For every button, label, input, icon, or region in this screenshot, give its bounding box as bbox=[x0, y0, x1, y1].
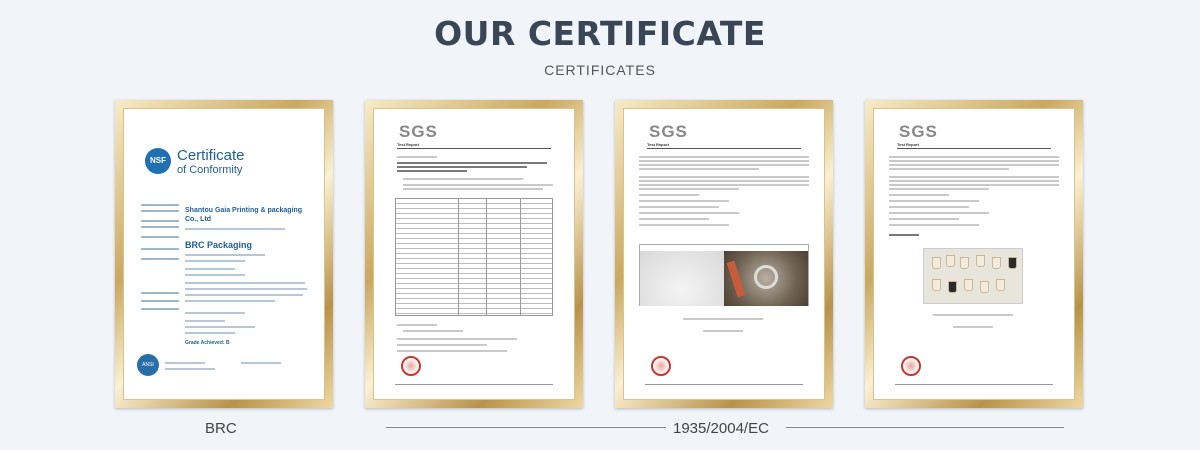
text-line bbox=[639, 184, 809, 186]
certificate-sgs-2 bbox=[623, 108, 825, 400]
text-line bbox=[683, 318, 763, 320]
caption-1935-2004-ec: 1935/2004/EC bbox=[673, 420, 769, 437]
text-line bbox=[397, 324, 437, 326]
cup bbox=[960, 257, 969, 269]
text-line bbox=[889, 194, 949, 196]
certified-standard: BRC Packaging bbox=[185, 240, 253, 250]
text-line bbox=[403, 188, 543, 190]
detail-line bbox=[185, 300, 275, 302]
text-line bbox=[397, 166, 527, 168]
text-line bbox=[397, 350, 507, 352]
ansi-logo: ANSI bbox=[137, 354, 159, 376]
text-line bbox=[703, 330, 743, 332]
detail-line bbox=[185, 326, 255, 328]
column-divider bbox=[486, 199, 487, 315]
certificate-frame-sgs-2[interactable] bbox=[615, 100, 833, 408]
certificate-sgs-3 bbox=[873, 108, 1075, 400]
certificate-subtitle: of Conformity bbox=[177, 164, 243, 176]
cup bbox=[996, 279, 1005, 291]
text-line bbox=[639, 168, 759, 170]
text-line bbox=[889, 184, 1059, 186]
cup bbox=[932, 257, 941, 269]
text-line bbox=[889, 234, 919, 236]
side-text bbox=[141, 210, 179, 212]
text-line bbox=[889, 200, 979, 202]
text-line bbox=[397, 338, 517, 340]
sgs-logo: SGS bbox=[399, 122, 438, 141]
text-line bbox=[889, 188, 989, 190]
sgs-logo: SGS bbox=[649, 122, 688, 141]
sample-can bbox=[727, 261, 746, 298]
column-divider bbox=[458, 199, 459, 315]
seal-stamp-icon bbox=[401, 356, 421, 376]
report-heading: Test Report bbox=[647, 142, 669, 147]
text-line bbox=[639, 160, 809, 162]
side-text bbox=[141, 220, 179, 222]
side-text bbox=[141, 226, 179, 228]
certificate-title: Certificate bbox=[177, 147, 245, 164]
certificate-frame-sgs-3[interactable] bbox=[865, 100, 1083, 408]
text-line bbox=[889, 224, 979, 226]
footer-rule bbox=[645, 384, 803, 385]
cup bbox=[964, 279, 973, 291]
results-table bbox=[395, 198, 553, 316]
text-line bbox=[397, 156, 437, 158]
text-line bbox=[639, 180, 809, 182]
sgs-logo: SGS bbox=[899, 122, 938, 141]
certified-company: Shantou Gaia Printing & packaging Co., Ltd bbox=[185, 207, 303, 223]
text-line bbox=[933, 314, 1013, 316]
detail-line bbox=[185, 312, 245, 314]
report-heading: Test Report bbox=[897, 142, 919, 147]
caption-divider-right bbox=[786, 427, 1064, 428]
seal-stamp-icon bbox=[901, 356, 921, 376]
text-line bbox=[639, 218, 709, 220]
sample-photos bbox=[639, 244, 809, 306]
sample-ring bbox=[754, 265, 778, 289]
detail-line bbox=[185, 254, 265, 256]
detail-line bbox=[185, 268, 235, 270]
text-line bbox=[403, 184, 553, 186]
side-text bbox=[141, 292, 179, 294]
header-rule bbox=[397, 148, 551, 149]
text-line bbox=[889, 218, 959, 220]
report-heading: Test Report bbox=[397, 142, 419, 147]
certificate-brc bbox=[123, 108, 325, 400]
detail-line bbox=[185, 320, 225, 322]
text-line bbox=[639, 206, 719, 208]
text-line bbox=[889, 212, 989, 214]
sample-photo bbox=[923, 248, 1023, 304]
text-line bbox=[639, 188, 739, 190]
header-rule bbox=[897, 148, 1051, 149]
seal-stamp-icon bbox=[651, 356, 671, 376]
detail-line bbox=[185, 288, 307, 290]
text-line bbox=[397, 344, 487, 346]
nsf-logo: NSF bbox=[145, 148, 171, 174]
text-line bbox=[403, 178, 523, 180]
text-line bbox=[397, 170, 467, 172]
side-text bbox=[141, 248, 179, 250]
text-line bbox=[889, 176, 1059, 178]
side-text bbox=[141, 236, 179, 238]
column-divider bbox=[520, 199, 521, 315]
certificate-sgs-1 bbox=[373, 108, 575, 400]
cup bbox=[992, 257, 1001, 269]
footer-line bbox=[241, 362, 281, 364]
sample-photo bbox=[640, 251, 724, 306]
detail-line bbox=[185, 282, 305, 284]
header-rule bbox=[647, 148, 801, 149]
text-line bbox=[639, 164, 809, 166]
text-line bbox=[889, 168, 1009, 170]
text-line bbox=[889, 156, 1059, 158]
text-line bbox=[953, 326, 993, 328]
grade-achieved: Grade Achieved: B bbox=[185, 340, 230, 346]
text-line bbox=[889, 160, 1059, 162]
certificate-frame-brc[interactable] bbox=[115, 100, 333, 408]
sample-photo bbox=[724, 251, 808, 306]
page-title: OUR CERTIFICATE bbox=[434, 14, 766, 53]
text-line bbox=[639, 212, 739, 214]
cup bbox=[976, 255, 985, 267]
text-line bbox=[639, 156, 809, 158]
side-text bbox=[141, 308, 179, 310]
footer-rule bbox=[895, 384, 1053, 385]
text-line bbox=[403, 330, 463, 332]
text-line bbox=[397, 162, 547, 164]
text-line bbox=[889, 206, 969, 208]
text-line bbox=[639, 194, 699, 196]
side-text bbox=[141, 300, 179, 302]
cup bbox=[948, 281, 957, 293]
detail-line bbox=[185, 332, 235, 334]
footer-line bbox=[165, 362, 205, 364]
detail-line bbox=[185, 228, 285, 230]
text-line bbox=[889, 180, 1059, 182]
cup bbox=[932, 279, 941, 291]
text-line bbox=[639, 224, 729, 226]
footer-rule bbox=[395, 384, 553, 385]
side-text bbox=[141, 204, 179, 206]
certificate-frame-sgs-1[interactable] bbox=[365, 100, 583, 408]
cup bbox=[1008, 257, 1017, 269]
cup bbox=[980, 281, 989, 293]
text-line bbox=[639, 176, 809, 178]
caption-divider-left bbox=[386, 427, 666, 428]
text-line bbox=[639, 200, 729, 202]
detail-line bbox=[185, 274, 245, 276]
cup bbox=[946, 255, 955, 267]
text-line bbox=[889, 164, 1059, 166]
side-text bbox=[141, 258, 179, 260]
footer-line bbox=[165, 368, 215, 370]
detail-line bbox=[185, 260, 245, 262]
detail-line bbox=[185, 294, 303, 296]
caption-brc: BRC bbox=[205, 420, 237, 437]
page-subtitle: CERTIFICATES bbox=[544, 62, 656, 78]
